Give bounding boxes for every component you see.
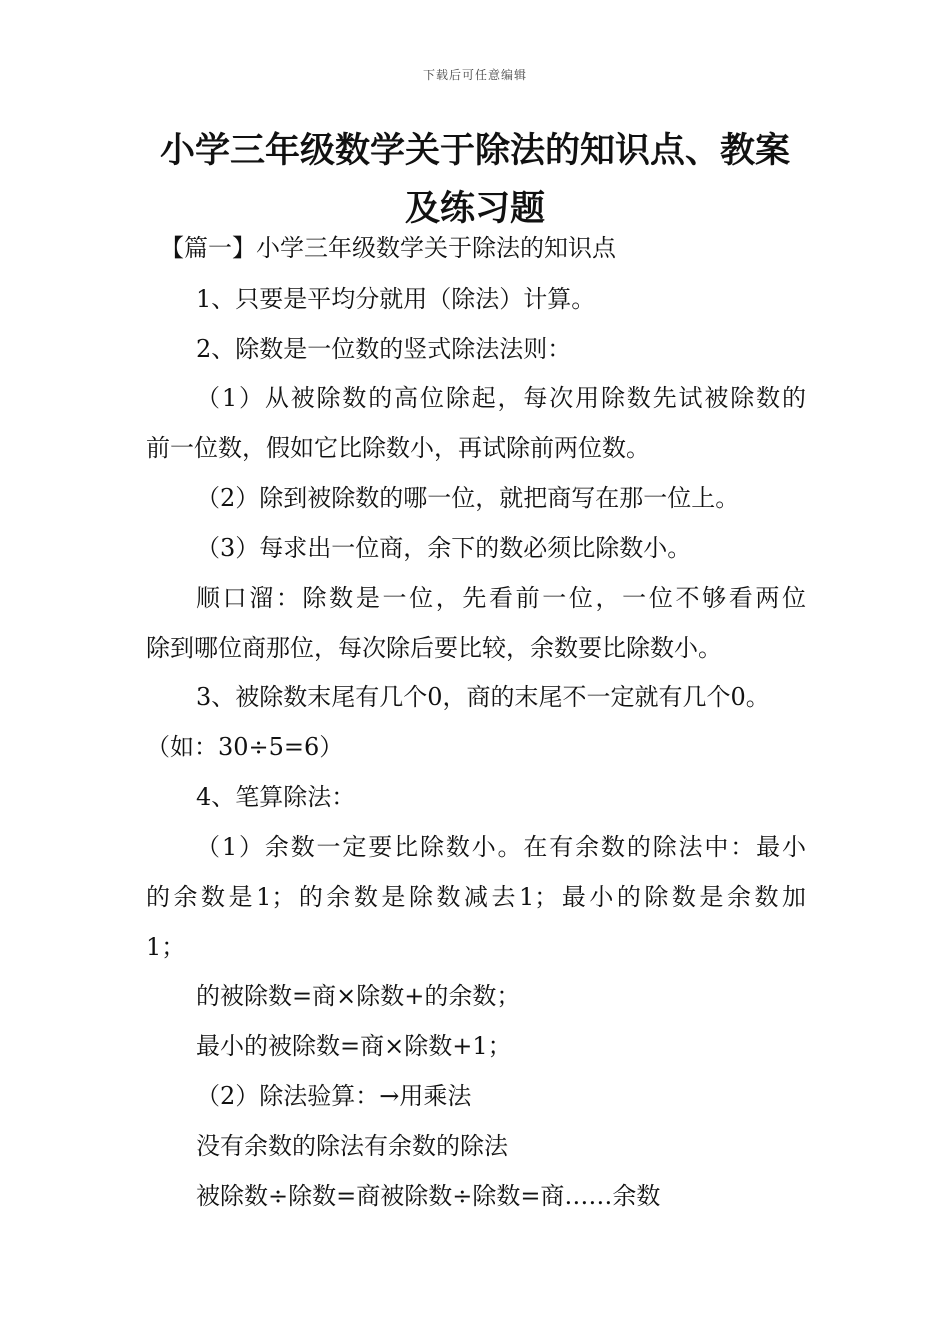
formula-line: 最小的被除数=商×除数+1； [196, 1032, 512, 1060]
paragraph-line: 前一位数，假如它比除数小，再试除前两位数。 [146, 434, 650, 462]
paragraph-line: （2）除到被除数的哪一位，就把商写在那一位上。 [196, 484, 740, 512]
section-heading: 【篇一】小学三年级数学关于除法的知识点 [160, 234, 616, 262]
paragraph-line: 顺口溜：除数是一位，先看前一位，一位不够看两位 [196, 584, 806, 612]
list-item: 1、只要是平均分就用（除法）计算。 [196, 285, 596, 313]
document-title [120, 122, 830, 238]
list-item: 2、除数是一位数的竖式除法法则： [196, 335, 572, 363]
paragraph-line: （1）余数一定要比除数小。在有余数的除法中：最小 [196, 833, 806, 861]
paragraph-line: 的余数是1；的余数是除数减去1；最小的除数是余数加 [146, 883, 806, 911]
paragraph-line: 没有余数的除法有余数的除法 [196, 1132, 508, 1160]
list-item: 3、被除数末尾有几个0，商的末尾不一定就有几个0。 [196, 683, 770, 711]
header-note: 下载后可任意编辑 [422, 68, 527, 82]
paragraph-line: （1）从被除数的高位除起，每次用除数先试被除数的 [196, 384, 806, 412]
formula-line: 的被除数=商×除数+的余数； [196, 982, 521, 1010]
paragraph-line: （3）每求出一位商，余下的数必须比除数小。 [196, 534, 692, 562]
formula-line: 被除数÷除数=商被除数÷除数=商……余数 [196, 1182, 661, 1210]
paragraph-line: 1； [146, 933, 186, 961]
paragraph-line: （如：30÷5=6） [146, 733, 344, 761]
title-line-2: 及练习题 [404, 189, 545, 229]
paragraph-line: 除到哪位商那位，每次除后要比较，余数要比除数小。 [146, 634, 722, 662]
paragraph-line: （2）除法验算：→用乘法 [196, 1082, 472, 1110]
title-line-1: 小学三年级数学关于除法的知识点、教案 [159, 131, 790, 171]
list-item: 4、笔算除法： [196, 783, 356, 811]
